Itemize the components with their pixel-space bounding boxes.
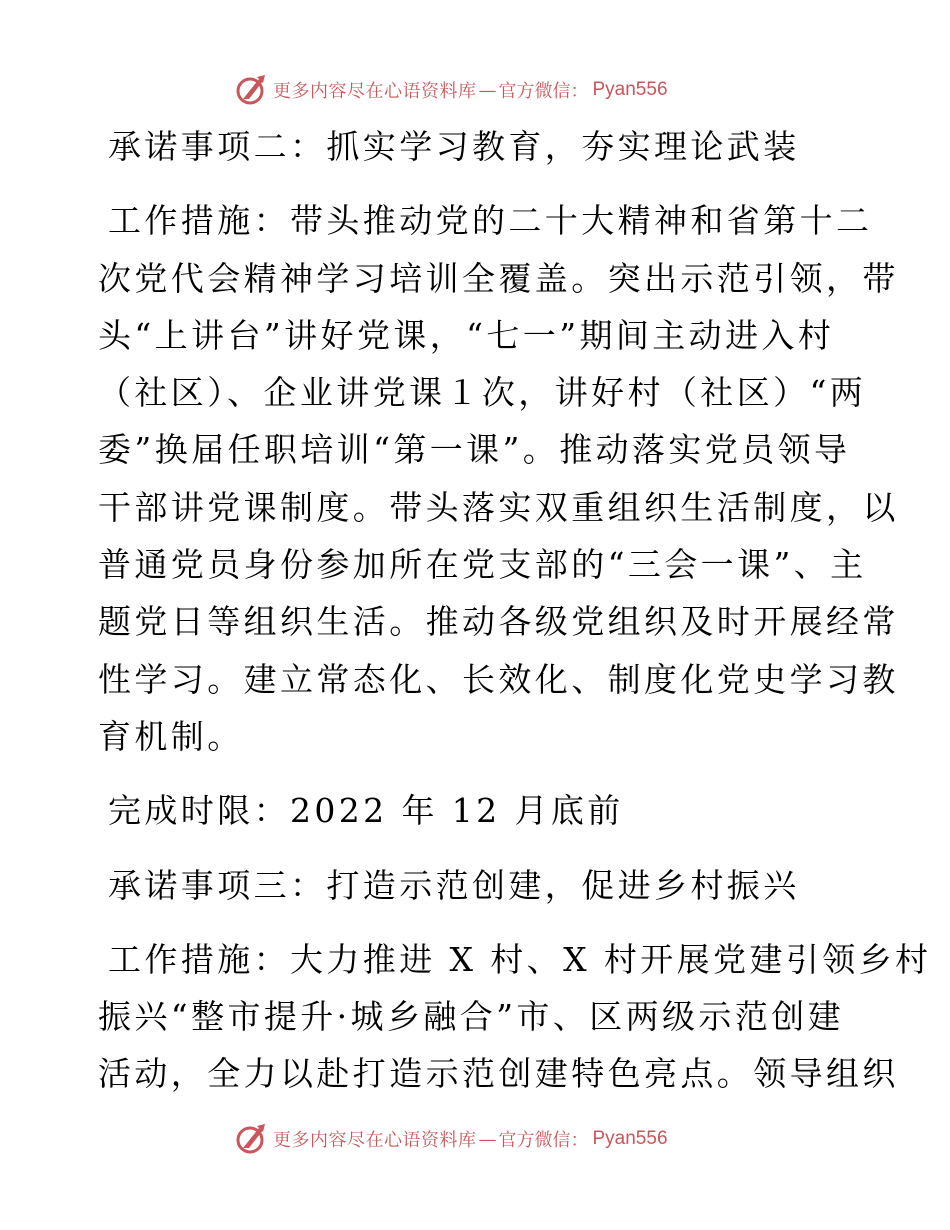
watermark-dash: — — [478, 79, 497, 101]
watermark-dash: — — [478, 1128, 497, 1150]
text-line: （社区）、企业讲党课１次，讲好村（社区）“两 — [98, 373, 867, 413]
watermark-wechat-id: Pyan556 — [592, 79, 668, 100]
text-line: 承诺事项三：打造示范创建，促进乡村振兴 — [108, 865, 800, 905]
text-line: 普通党员身份参加所在党支部的“三会一课”、主 — [98, 545, 867, 585]
text-line: 头“上讲台”讲好党课，“七一”期间主动进入村 — [98, 315, 835, 355]
text-line: 振兴“整市提升·城乡融合”市、区两级示范创建 — [98, 997, 845, 1037]
quill-logo-icon — [235, 1122, 269, 1156]
document-body — [98, 118, 932, 1103]
text-line: 工作措施：带头推动党的二十大精神和省第十二 — [108, 201, 873, 241]
commitment-3-title — [98, 857, 850, 914]
watermark-footer — [235, 1121, 668, 1157]
commitment-2-deadline — [98, 782, 850, 839]
text-line: 承诺事项二：抓实学习教育，夯实理论武装 — [108, 127, 800, 166]
commitment-3-measures — [98, 931, 932, 1103]
watermark-wechat-id: Pyan556 — [592, 1128, 668, 1149]
watermark-brand: 更多内容尽在心语资料库 — [273, 1130, 477, 1151]
quill-logo-icon — [235, 73, 269, 107]
watermark-wechat-label: 官方微信： — [498, 1130, 589, 1151]
text-line: 干部讲党课制度。带头落实双重组织生活制度，以 — [98, 487, 899, 527]
text-line: 性学习。建立常态化、长效化、制度化党史学习教 — [98, 659, 899, 699]
commitment-2-title — [98, 118, 850, 175]
text-line: 活动，全力以赴打造示范创建特色亮点。领导组织 — [98, 1054, 899, 1094]
watermark-wechat-label: 官方微信： — [498, 81, 589, 102]
text-line: 次党代会精神学习培训全覆盖。突出示范引领，带 — [98, 258, 899, 298]
watermark-header — [235, 72, 668, 108]
watermark-brand: 更多内容尽在心语资料库 — [273, 81, 477, 102]
text-line: 完成时限：2022 年 12 月底前 — [108, 791, 624, 831]
text-line: 工作措施：大力推进 X 村、X 村开展党建引领乡村 — [108, 939, 932, 979]
text-line: 题党日等组织生活。推动各级党组织及时开展经常 — [98, 602, 899, 642]
text-line: 育机制。 — [98, 716, 244, 756]
text-line: 委”换届任职培训“第一课”。推动落实党员领导 — [98, 430, 851, 470]
commitment-2-measures — [98, 192, 899, 765]
